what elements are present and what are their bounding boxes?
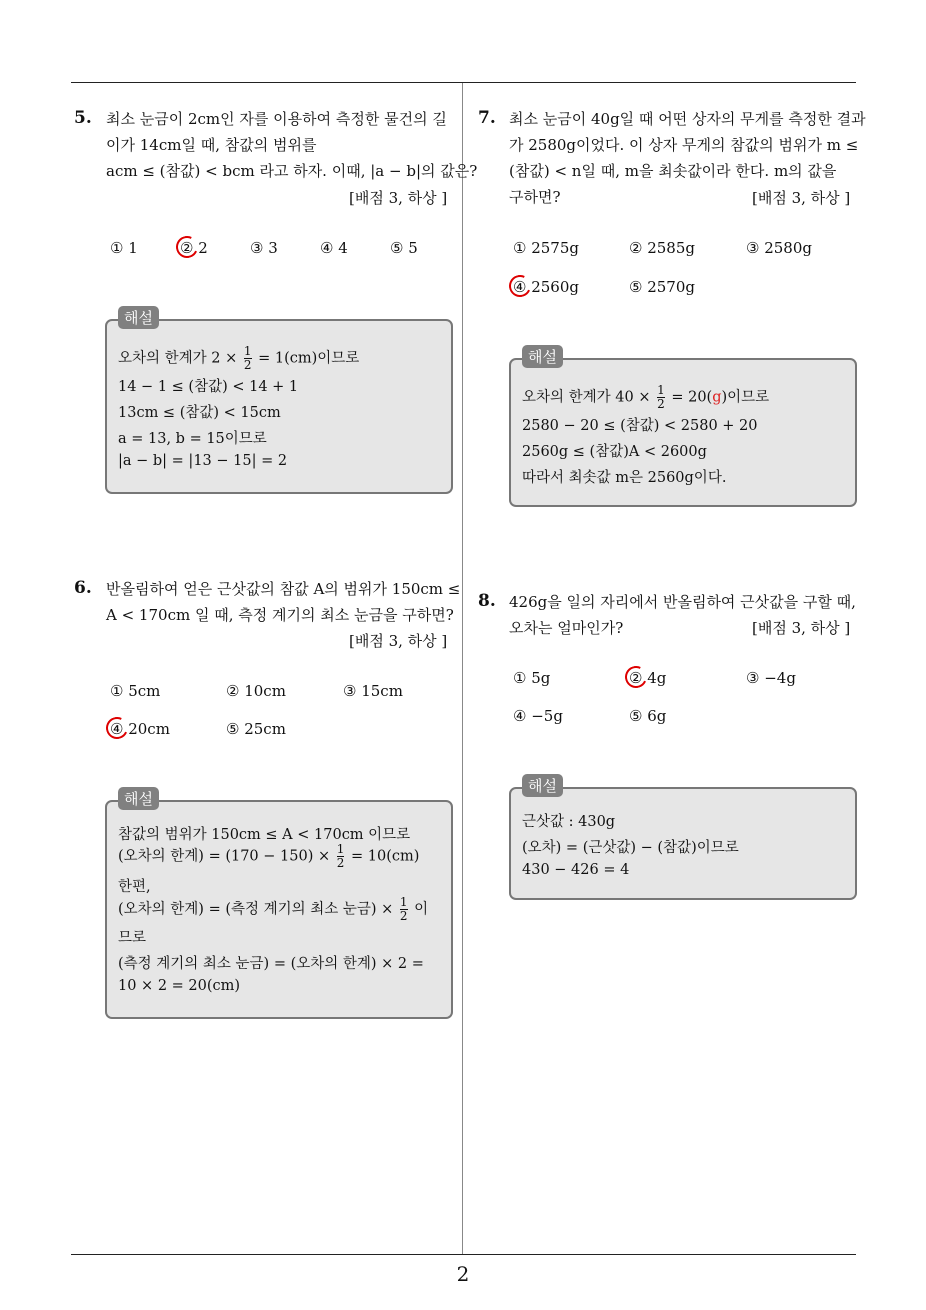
solution-line: 430 − 426 = 4: [522, 862, 630, 878]
solution-line: 따라서 최솟값 m은 2560g이다.: [522, 470, 727, 486]
question-line: 가 2580g이었다. 이 상자 무게의 참값의 범위가 m ≤: [509, 136, 859, 154]
question-line: (참값) < n일 때, m을 최솟값이라 한다. m의 값을: [509, 162, 837, 180]
solution-line: 2560g ≤ (참값)A < 2600g: [522, 444, 707, 460]
solution-tag: 해설: [118, 787, 159, 810]
choice-4[interactable]: ④ 2560g: [513, 278, 579, 296]
question-line: 반올림하여 얻은 근삿값의 참값 A의 범위가 150cm ≤: [106, 580, 461, 598]
solution-line: 한편,: [118, 879, 151, 895]
score-label: [배점 3, 하상 ]: [349, 632, 448, 650]
problem-number: 8.: [478, 591, 496, 611]
solution-tag: 해설: [522, 774, 563, 797]
choice-2[interactable]: ② 2585g: [629, 239, 695, 257]
problem-number: 7.: [478, 108, 496, 128]
problem-number: 6.: [74, 578, 92, 598]
score-label: [배점 3, 하상 ]: [349, 189, 448, 207]
fraction: $\frac{1}{2}$: [336, 842, 345, 870]
question-line: 426g을 일의 자리에서 반올림하여 근삿값을 구할 때,: [509, 593, 856, 611]
fraction: $\frac{1}{2}$: [657, 383, 665, 411]
choice-3[interactable]: ③ 2580g: [746, 239, 812, 257]
solution-line: 오차의 한계가 2 × $\frac{1}{2}$ = 1(cm)이므로: [118, 344, 360, 372]
solution-tag: 해설: [522, 345, 563, 368]
solution-line: 2580 − 20 ≤ (참값) < 2580 + 20: [522, 418, 758, 434]
choice-1[interactable]: ① 5cm: [110, 682, 161, 700]
choice-1[interactable]: ① 5g: [513, 669, 551, 687]
choice-3[interactable]: ③ 15cm: [343, 682, 403, 700]
page-number: 2: [456, 1262, 470, 1286]
question-line: 이가 14cm일 때, 참값의 범위를: [106, 136, 317, 154]
solution-line: 14 − 1 ≤ (참값) < 14 + 1: [118, 379, 299, 395]
choice-2[interactable]: ② 10cm: [226, 682, 286, 700]
choice-4[interactable]: ④ −5g: [513, 707, 563, 725]
choice-1[interactable]: ① 2575g: [513, 239, 579, 257]
question-line: acm ≤ (참값) < bcm 라고 하자. 이때, |a − b|의 값은?: [106, 162, 478, 180]
solution-line: 근삿값 : 430g: [522, 814, 616, 830]
solution-line: 참값의 범위가 150cm ≤ A < 170cm 이므로: [118, 827, 411, 843]
fraction: $\frac{1}{2}$: [243, 344, 252, 372]
choice-5[interactable]: ⑤ 5: [390, 239, 418, 257]
choice-2[interactable]: ② 4g: [629, 669, 666, 687]
choice-3[interactable]: ③ 3: [250, 239, 278, 257]
solution-line: |a − b| = |13 − 15| = 2: [118, 453, 288, 469]
problem-number: 5.: [74, 108, 92, 128]
solution-line: (오차) = (근삿값) − (참값)이므로: [522, 840, 739, 856]
question-line: 최소 눈금이 40g일 때 어떤 상자의 무게를 측정한 결과: [509, 110, 866, 128]
solution-line: (오차의 한계) = (170 − 150) × $\frac{1}{2}$ = 10(cm): [118, 842, 420, 870]
score-label: [배점 3, 하상 ]: [752, 189, 851, 207]
top-rule: [71, 82, 856, 83]
solution-tag: 해설: [118, 306, 159, 329]
choice-4[interactable]: ④ 4: [320, 239, 348, 257]
choice-2[interactable]: ② 2: [180, 239, 208, 257]
solution-line: a = 13, b = 15이므로: [118, 431, 267, 447]
solution-line: 므로: [118, 930, 147, 946]
choice-3[interactable]: ③ −4g: [746, 669, 796, 687]
choice-5[interactable]: ⑤ 25cm: [226, 720, 286, 738]
solution-line: 10 × 2 = 20(cm): [118, 978, 241, 994]
solution-line: 오차의 한계가 40 × $\frac{1}{2}$ = 20(g)이므로: [522, 383, 770, 411]
question-line: 오차는 얼마인가?: [509, 619, 624, 637]
choice-5[interactable]: ⑤ 6g: [629, 707, 667, 725]
column-divider: [462, 83, 463, 1254]
question-line: 최소 눈금이 2cm인 자를 이용하여 측정한 물건의 길: [106, 110, 447, 128]
bottom-rule: [71, 1254, 856, 1255]
question-line: A < 170cm 일 때, 측정 계기의 최소 눈금을 구하면?: [106, 606, 454, 624]
score-label: [배점 3, 하상 ]: [752, 619, 851, 637]
fraction: $\frac{1}{2}$: [399, 895, 408, 923]
question-line: 구하면?: [509, 188, 561, 206]
choice-4[interactable]: ④ 20cm: [110, 720, 170, 738]
solution-line: (측정 계기의 최소 눈금) = (오차의 한계) × 2 =: [118, 956, 424, 972]
choice-5[interactable]: ⑤ 2570g: [629, 278, 695, 296]
solution-line: 13cm ≤ (참값) < 15cm: [118, 405, 281, 421]
solution-line: (오차의 한계) = (측정 계기의 최소 눈금) × $\frac{1}{2}$ 이: [118, 895, 429, 923]
choice-1[interactable]: ① 1: [110, 239, 138, 257]
